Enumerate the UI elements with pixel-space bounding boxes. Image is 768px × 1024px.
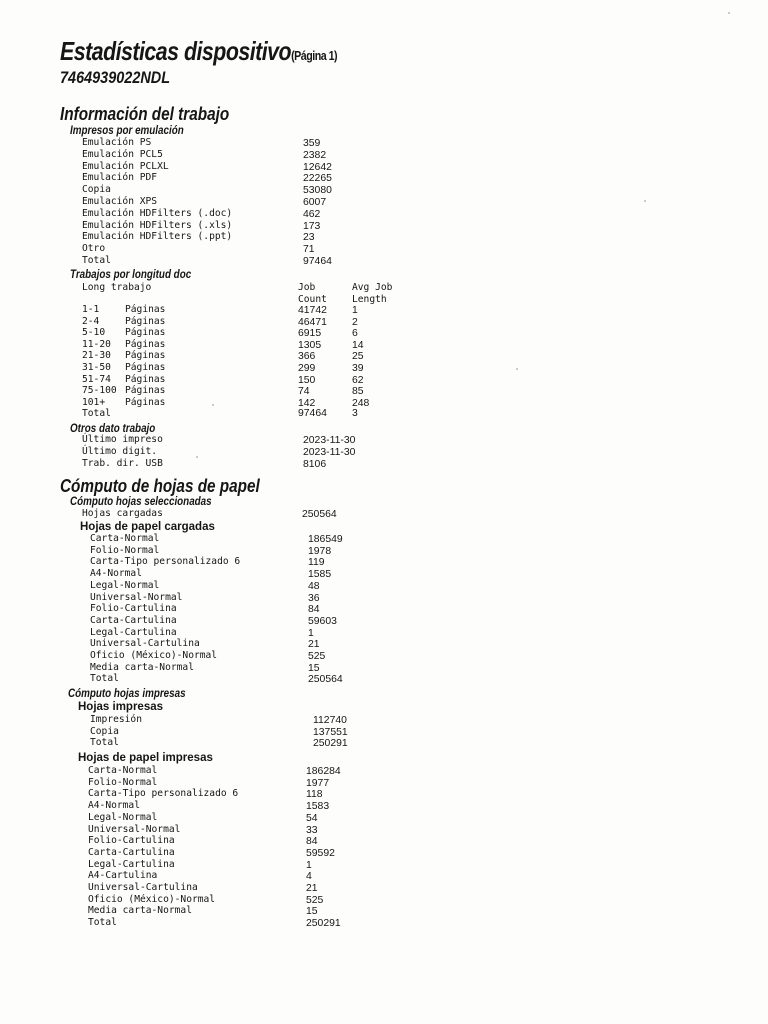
emulation-row-value: 2382 xyxy=(303,149,327,161)
scan-speck xyxy=(644,200,646,202)
length-avg: 85 xyxy=(352,386,364,398)
emulation-row-label: Total xyxy=(82,255,111,266)
loaded-paper-row-value: 59603 xyxy=(308,615,337,627)
length-unit: Páginas xyxy=(125,304,166,315)
loaded-paper-row-value: 250564 xyxy=(308,674,343,686)
emulation-row-value: 12642 xyxy=(303,161,332,173)
emulation-row-label: Emulación XPS xyxy=(82,196,158,207)
page-number: (Página 1) xyxy=(291,48,338,63)
printed-paper-row-label: Legal-Normal xyxy=(88,811,158,823)
printed-paper-row-label: Carta-Tipo personalizado 6 xyxy=(88,788,239,800)
length-range: 5-10 xyxy=(82,327,106,339)
printed-paper-row-value: 1 xyxy=(306,859,312,871)
scan-speck xyxy=(728,12,730,14)
other-row-value: 8106 xyxy=(303,458,327,470)
length-total-count: 97464 xyxy=(298,408,327,419)
length-total-avg: 3 xyxy=(352,408,358,419)
printed-paper-row-value: 525 xyxy=(306,894,324,906)
subsection-other: Otros dato trabajo xyxy=(70,421,156,435)
length-unit: Páginas xyxy=(125,362,166,373)
printed-paper-row-value: 1583 xyxy=(306,801,330,813)
length-count: 1305 xyxy=(298,339,322,351)
length-avg: 39 xyxy=(352,363,364,374)
other-row-value: 2023-11-30 xyxy=(303,435,356,446)
emulation-row-value: 22265 xyxy=(303,173,332,185)
printed-sheets-row-value: 250291 xyxy=(313,738,348,750)
printed-paper-row-label: Oficio (México)-Normal xyxy=(88,893,216,905)
length-count: 142 xyxy=(298,397,316,409)
loaded-paper-row-label: Folio-Cartulina xyxy=(90,603,177,615)
length-avg: 2 xyxy=(352,316,358,328)
subsection-selected: Cómputo hojas seleccionadas xyxy=(70,494,212,508)
emulation-row-value: 173 xyxy=(303,220,321,232)
printed-paper-row-label: Total xyxy=(88,917,117,929)
length-unit: Páginas xyxy=(125,350,166,362)
length-avg: 62 xyxy=(352,374,364,386)
printed-paper-row-label: Universal-Normal xyxy=(88,823,181,835)
printed-sheets-title: Hojas impresas xyxy=(78,701,164,713)
length-range: 1-1 xyxy=(82,304,100,315)
section-sheets: Cómputo de hojas de papel xyxy=(60,476,260,496)
emulation-row-value: 71 xyxy=(303,244,315,256)
length-count: 74 xyxy=(298,386,310,398)
loaded-paper-row-value: 48 xyxy=(308,580,320,592)
length-unit: Páginas xyxy=(125,396,166,408)
loaded-paper-row-label: Total xyxy=(90,673,119,685)
printed-paper-row-value: 33 xyxy=(306,824,318,836)
subsection-length: Trabajos por longitud doc xyxy=(70,267,192,281)
printed-paper-row-value: 15 xyxy=(306,906,318,918)
printed-sheets-row-label: Impresión xyxy=(90,714,142,725)
length-range: 21-30 xyxy=(82,350,111,362)
emulation-row-label: Emulación PS xyxy=(82,137,152,148)
printed-sheets-row-label: Copia xyxy=(90,725,119,737)
printed-paper-row-label: Media carta-Normal xyxy=(88,905,192,917)
printed-paper-row-value: 118 xyxy=(306,789,323,801)
loaded-paper-row-value: 84 xyxy=(308,604,320,616)
loaded-paper-row-value: 525 xyxy=(308,651,326,662)
length-avg: 6 xyxy=(352,328,358,340)
length-avg: 248 xyxy=(352,397,370,409)
length-range: 75-100 xyxy=(82,385,117,397)
printed-sheets-row-label: Total xyxy=(90,737,119,749)
printed-paper-row-value: 59592 xyxy=(306,847,335,859)
length-unit: Páginas xyxy=(125,315,166,327)
length-unit: Páginas xyxy=(125,327,166,339)
length-unit: Páginas xyxy=(125,373,166,385)
length-range: 2-4 xyxy=(82,315,100,327)
scan-speck xyxy=(196,456,198,458)
other-row-value: 2023-11-30 xyxy=(303,446,356,458)
printed-paper-row-label: A4-Normal xyxy=(88,800,140,812)
device-model: 7464939022NDL xyxy=(60,68,171,87)
report-title xyxy=(60,36,337,67)
avg-length-header-1: Avg Job xyxy=(352,282,393,293)
printed-paper-row-label: Carta-Normal xyxy=(88,765,158,776)
length-count: 41742 xyxy=(298,305,327,316)
other-row-label: Trab. dir. USB xyxy=(82,457,163,469)
printed-paper-row-label: Folio-Normal xyxy=(88,776,158,788)
loaded-paper-row-label: Oficio (México)-Normal xyxy=(90,650,218,661)
loaded-paper-title: Hojas de papel cargadas xyxy=(80,521,215,533)
printed-paper-row-value: 186284 xyxy=(306,766,341,777)
length-range: 101+ xyxy=(82,396,106,408)
job-count-header xyxy=(298,282,327,306)
printed-paper-row-value: 84 xyxy=(306,836,318,848)
job-count-header-1: Job xyxy=(298,282,316,293)
printed-paper-row-value: 54 xyxy=(306,812,318,824)
printed-paper-row-value: 1977 xyxy=(306,777,330,789)
printed-paper-row-value: 4 xyxy=(306,871,312,883)
loaded-label: Hojas cargadas xyxy=(82,508,163,519)
emulation-row-label: Emulación PCL5 xyxy=(82,148,163,160)
loaded-paper-row-label: Universal-Cartulina xyxy=(90,638,200,650)
length-count: 46471 xyxy=(298,316,327,328)
loaded-paper-row-value: 1 xyxy=(308,627,314,639)
emulation-row-value: 6007 xyxy=(303,197,327,208)
length-unit: Páginas xyxy=(125,385,166,397)
length-count: 299 xyxy=(298,363,316,374)
emulation-row-value: 462 xyxy=(303,208,321,220)
loaded-paper-row-label: Carta-Tipo personalizado 6 xyxy=(90,556,241,568)
loaded-paper-row-value: 186549 xyxy=(308,534,343,545)
loaded-paper-row-label: Universal-Normal xyxy=(90,591,183,603)
avg-length-header-2: Length xyxy=(352,294,387,305)
length-count: 6915 xyxy=(298,328,322,340)
job-count-header-2: Count xyxy=(298,294,327,305)
loaded-value: 250564 xyxy=(302,509,337,520)
section-job-info: Información del trabajo xyxy=(60,104,230,124)
length-total-label: Total xyxy=(82,408,111,419)
loaded-paper-row-label: Legal-Normal xyxy=(90,579,160,591)
other-row-label: Último impreso xyxy=(82,434,163,445)
printed-paper-row-value: 21 xyxy=(306,883,318,894)
loaded-paper-row-value: 15 xyxy=(308,662,320,674)
printed-paper-row-label: Legal-Cartulina xyxy=(88,858,175,870)
loaded-paper-row-value: 1978 xyxy=(308,545,332,557)
printed-paper-row-label: Carta-Cartulina xyxy=(88,846,175,858)
avg-length-header xyxy=(352,282,392,306)
emulation-row-value: 53080 xyxy=(303,185,332,197)
emulation-row-label: Emulación HDFilters (.doc) xyxy=(82,207,233,219)
emulation-row-label: Otro xyxy=(82,243,106,255)
emulation-row-label: Copia xyxy=(82,184,111,196)
length-label: Long trabajo xyxy=(82,282,152,293)
printed-paper-row-label: Universal-Cartulina xyxy=(88,882,198,893)
report-title-text: Estadísticas dispositivo xyxy=(60,36,292,66)
emulation-row-label: Emulación PCLXL xyxy=(82,160,169,172)
other-row-label: Último digit. xyxy=(82,445,158,457)
length-avg: 1 xyxy=(352,305,358,316)
printed-paper-title: Hojas de papel impresas xyxy=(78,752,213,764)
loaded-paper-row-value: 21 xyxy=(308,639,320,651)
emulation-row-value: 23 xyxy=(303,232,315,244)
emulation-row-label: Emulación PDF xyxy=(82,172,158,184)
emulation-row-value: 97464 xyxy=(303,256,332,267)
subsection-emulation: Impresos por emulación xyxy=(70,123,184,137)
loaded-paper-row-label: Carta-Cartulina xyxy=(90,614,177,626)
printed-paper-row-value: 250291 xyxy=(306,918,341,930)
length-unit: Páginas xyxy=(125,338,166,350)
printed-paper-row-label: Folio-Cartulina xyxy=(88,835,175,847)
length-avg: 25 xyxy=(352,351,364,363)
loaded-paper-row-label: Folio-Normal xyxy=(90,544,160,556)
emulation-row-value: 359 xyxy=(303,138,321,149)
emulation-row-label: Emulación HDFilters (.ppt) xyxy=(82,231,233,243)
printed-sheets-row-value: 137551 xyxy=(313,726,348,738)
length-range: 51-74 xyxy=(82,373,111,385)
scan-speck xyxy=(212,404,214,406)
subsection-printed: Cómputo hojas impresas xyxy=(68,686,186,700)
length-range: 31-50 xyxy=(82,362,111,373)
loaded-paper-row-label: Carta-Normal xyxy=(90,533,160,544)
printed-sheets-row-value: 112740 xyxy=(313,715,347,726)
loaded-paper-row-label: Media carta-Normal xyxy=(90,661,194,673)
length-avg: 14 xyxy=(352,339,364,351)
length-count: 150 xyxy=(298,374,316,386)
loaded-paper-row-label: A4-Normal xyxy=(90,568,142,580)
length-count: 366 xyxy=(298,351,316,363)
emulation-row-label: Emulación HDFilters (.xls) xyxy=(82,219,233,231)
loaded-paper-row-value: 36 xyxy=(308,592,320,604)
loaded-paper-row-label: Legal-Cartulina xyxy=(90,626,177,638)
printed-paper-row-label: A4-Cartulina xyxy=(88,870,158,882)
loaded-paper-row-value: 1585 xyxy=(308,569,332,581)
length-range: 11-20 xyxy=(82,338,111,350)
loaded-paper-row-value: 119 xyxy=(308,557,325,569)
scan-speck xyxy=(516,368,518,370)
